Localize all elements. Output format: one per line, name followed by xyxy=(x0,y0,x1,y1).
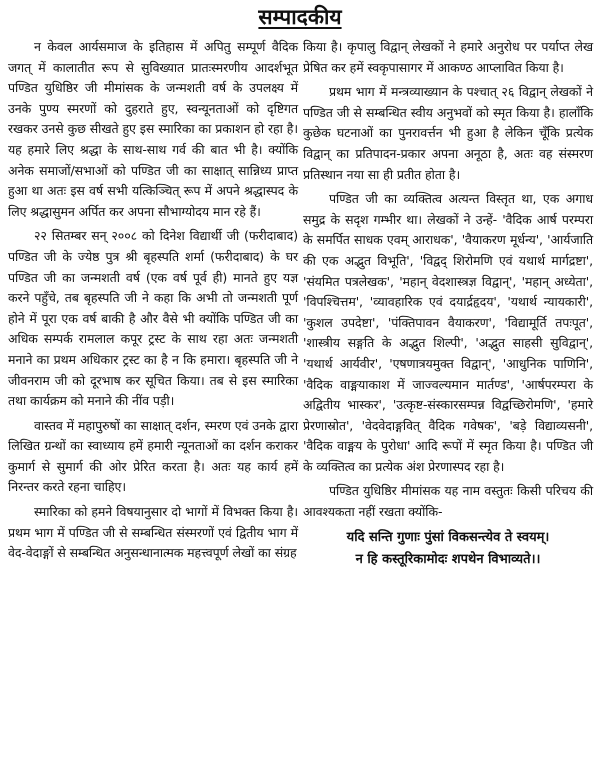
paragraph: पण्डित जी का व्यक्तित्व अत्यन्त विस्तृत था, एक अगाध समुद्र के सदृश गम्भीर था। लेखकों ने उन्हें- 'वैदिक आर्ष परम्परा के समर्पित साधक एवम् आराधक', 'वैयाकरण मूर्धन्य', 'आर्यजाति की एक अद्भुत विभूति', 'विद्वद् शिरोमणि एवं यथार्थ मार्गद्रष्टा', 'संयमित पत्रलेखक', 'महान् वेदशास्त्रज्ञ विद्वान्', 'महान् अध्येता', 'विपश्चित्तम', 'व्यावहारिक एवं दयार्द्रहृदय', 'यथार्थ न्यायकारी', 'कुशल उपदेष्टा', 'पंक्तिपावन वैयाकरण', 'विद्यामूर्ति तपःपूत', 'शास्त्रीय सङ्गति के अद्भुत शिल्पी', 'अद्भुत साहसी सुविद्वान्', 'यथार्थ आर्यवीर', 'एषणात्रयमुक्त विद्वान्', 'आधुनिक पाणिनि', 'वैदिक वाङ्मयाकाश में जाज्वल्यमान मार्तण्ड', 'आर्षपरम्परा के अद्वितीय भास्कर', 'उत्कृष्ट-संस्कारसम्पन्न विद्वच्छिरोमणि', 'हमारे प्रेरणास्रोत', 'वेदवेदाङ्गवित् वैदिक गवेषक', 'बड़े विद्याव्यसनी', 'वैदिक वाङ्मय के पुरोधा' आदि रूपों में स्मृत किया है। पण्डित जी के व्यक्तित्व का प्रत्येक अंश प्रेरणास्पद रहा है। xyxy=(303,191,593,474)
verse-line: न हि कस्तूरिकामोदः शपथेन विभाव्यते।। xyxy=(355,551,541,567)
paragraph: पण्डित युधिष्ठिर मीमांसक यह नाम वस्तुतः किसी परिचय की आवश्यकता नहीं रखता क्योंकि- xyxy=(303,483,593,520)
paragraph: प्रथम भाग में मन्त्रव्याख्यान के पश्चात् २६ विद्वान् लेखकों ने पण्डित जी से सम्बन्धित स्वीय अनुभवों को स्मृत किया है। हालाँकि कुछेक घटनाओं का पुनरावर्त्तन भी हुआ है लेकिन चूँकि प्रत्येक विद्वान् का प्रतिपादन-प्रकार अपना अनूठा है, अतः वह संस्मरण प्रतिस्थान नया सा ही प्रतीत होता है। xyxy=(303,84,593,182)
paragraph: २२ सितम्बर सन् २००८ को दिनेश विद्यार्थी जी (फरीदाबाद) पण्डित जी के ज्येष्ठ पुत्र श्री बृहस्पति शर्मा (फरीदाबाद) के घर पण्डित जी का जन्मशती वर्ष (एक वर्ष पूर्व ही) मानते हुए यज्ञ करने पहुँचे, तब बृहस्पति जी ने कहा कि अभी तो जन्मशती पूर्ण होने में पूरा एक वर्ष बाकी है और वैसे भी क्योंकि पण्डित जी का अधिक सम्पर्क रामलाल कपूर ट्रस्ट के साथ रहा अतः जन्मशती मनाने का प्रथम अधिकार ट्रस्ट का है न कि हमारा। बृहस्पति जी ने जीवनराम जी को दूरभाष कर सूचित किया। तब से इस स्मारिका तथा कार्यक्रम को मनाने की नींव पड़ी। xyxy=(8,228,298,409)
verse-line: यदि सन्ति गुणाः पुंसां विकसन्त्येव ते स्वयम्। xyxy=(346,529,550,545)
paragraph: स्मारिका को हमने विषयानुसार दो भागों में विभक्त किया है। प्रथम भाग में पण्डित जी से सम्बन्धित संस्मरणों एवं द्वितीय भाग में वेद-वेदाङ्गों से सम्बन्धित अनुसन्धानात्मक महत्त्वपूर्ण लेखों का संग्रह xyxy=(8,504,298,561)
left-column xyxy=(8,37,298,568)
paragraph: किया है। कृपालु विद्वान् लेखकों ने हमारे अनुरोध पर पर्याप्त लेख प्रेषित कर हमें स्वकृपासागर में आकण्ठ आप्लावित किया है। xyxy=(303,39,593,75)
paragraph: न केवल आर्यसमाज के इतिहास में अपितु सम्पूर्ण वैदिक जगत् में कालातीत रूप से सुविख्यात प्रातःस्मरणीय आदर्शभूत पण्डित युधिष्ठिर जी मीमांसक के जन्मशती वर्ष के उपलक्ष्य में उनके पुण्य स्मरणों को दुहराते हुए, स्वन्यूनताओं को दृष्टिगत रखकर उनसे कुछ सीखते हुए इस स्मारिका का प्रकाशन हो रहा है। यह हमारे लिए श्रद्धा के साथ-साथ गर्व की बात भी है। क्योंकि अनेक समाजों/सभाओं को पण्डित जी का साक्षात् सान्निध्य प्राप्त हुआ था अतः इस वर्ष सभी यत्किञ्चित् रूप में अपने श्रद्धास्पद के लिए श्रद्धासुमन अर्पित कर अपना सौभाग्योदय मान रहे हैं। xyxy=(8,39,298,219)
paragraph: वास्तव में महापुरुषों का साक्षात् दर्शन, स्मरण एवं उनके द्वारा लिखित ग्रन्थों का स्वाध्याय हमें हमारी न्यूनताओं का दर्शन कराकर कुमार्ग से सुमार्ग की ओर प्रेरित करता है। अतः यह कार्य हमें निरन्तर करते रहना चाहिए। xyxy=(8,417,298,495)
right-column xyxy=(303,37,593,571)
page-title: सम्पादकीय xyxy=(258,5,342,29)
